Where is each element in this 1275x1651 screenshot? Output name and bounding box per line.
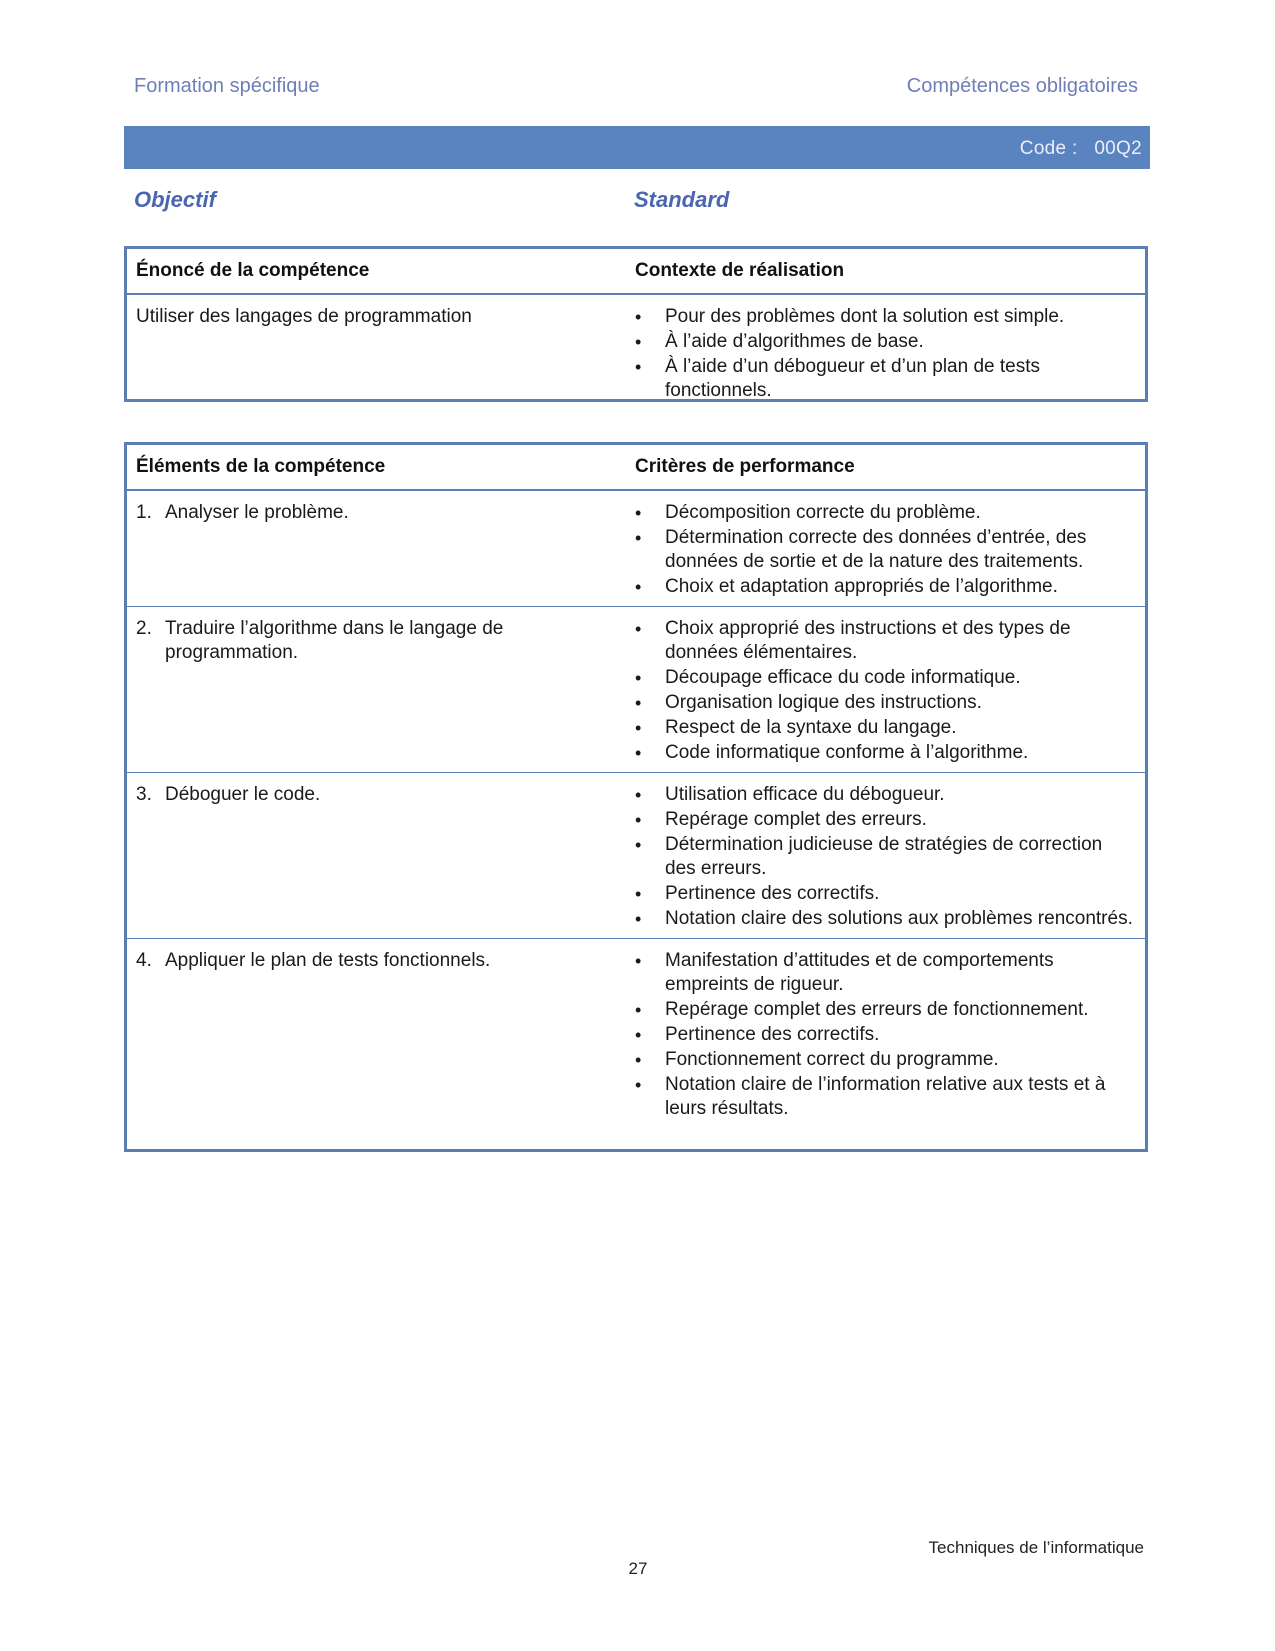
criteria-list: [635, 501, 1135, 599]
criterion: • Choix approprié des instructions et des types de données élémentaires.: [635, 617, 1135, 665]
element-row-4: [127, 938, 1145, 1128]
context-header: Contexte de réalisation: [635, 260, 845, 281]
element-text: Déboguer le code.: [165, 784, 321, 805]
criterion: • Respect de la syntaxe du langage.: [635, 716, 1135, 740]
element-item: [136, 783, 635, 807]
context-item: • Pour des problèmes dont la solution est simple.: [635, 305, 1135, 329]
criterion: • Détermination judicieuse de stratégies de correction des erreurs.: [635, 833, 1135, 881]
criterion: • Repérage complet des erreurs de fonctionnement.: [635, 998, 1135, 1022]
element-item: [136, 501, 635, 525]
element-number: 1.: [136, 502, 152, 523]
criterion: • Repérage complet des erreurs.: [635, 808, 1135, 832]
objective-label: Objectif: [134, 187, 216, 212]
criterion: • Manifestation d’attitudes et de comportements empreints de rigueur.: [635, 949, 1135, 997]
element-number: 4.: [136, 950, 152, 971]
context-item: • À l’aide d’algorithmes de base.: [635, 330, 1135, 354]
criterion: • Détermination correcte des données d’entrée, des données de sortie et de la nature des traitements.: [635, 526, 1135, 574]
element-item: [136, 617, 635, 665]
page-number: 27: [628, 1559, 648, 1578]
criterion: • Notation claire des solutions aux problèmes rencontrés.: [635, 907, 1135, 931]
criterion: • Choix et adaptation appropriés de l’algorithme.: [635, 575, 1135, 599]
element-number: 2.: [136, 618, 152, 639]
criterion: • Découpage efficace du code informatique.: [635, 666, 1135, 690]
criteria-list: [635, 783, 1135, 931]
criteria-list: [635, 617, 1135, 765]
criterion: • Notation claire de l’information relative aux tests et à leurs résultats.: [635, 1073, 1135, 1121]
element-row-3: [127, 772, 1145, 938]
competency-code: Code : 00Q2: [1019, 138, 1142, 159]
page-header: [134, 75, 1138, 97]
element-number: 3.: [136, 784, 152, 805]
criterion: • Utilisation efficace du débogueur.: [635, 783, 1135, 807]
element-text: Traduire l’algorithme dans le langage de programmation.: [165, 618, 504, 663]
competence-row: [127, 295, 1145, 410]
criterion: • Décomposition correcte du problème.: [635, 501, 1135, 525]
elements-table: [124, 442, 1148, 1152]
footer-program: Techniques de l’informatique: [928, 1538, 1144, 1557]
element-row-1: [127, 491, 1145, 606]
statement-header: Énoncé de la compétence: [136, 260, 370, 281]
criteria-list: [635, 949, 1135, 1121]
element-row-2: [127, 606, 1145, 772]
criterion: • Organisation logique des instructions.: [635, 691, 1135, 715]
standard-label: Standard: [634, 187, 730, 212]
criterion: • Code informatique conforme à l’algorithme.: [635, 741, 1135, 765]
context-item: • À l’aide d’un débogueur et d’un plan de tests fonctionnels.: [635, 355, 1135, 403]
context-list: [635, 305, 1135, 403]
code-band: [124, 126, 1150, 169]
criterion: • Pertinence des correctifs.: [635, 1023, 1135, 1047]
criterion: • Pertinence des correctifs.: [635, 882, 1135, 906]
competence-table-header: [127, 249, 1145, 295]
element-item: [136, 949, 635, 973]
header-left: Formation spécifique: [134, 74, 320, 97]
elements-table-header: [127, 445, 1145, 491]
competence-table: [124, 246, 1148, 402]
criterion: • Fonctionnement correct du programme.: [635, 1048, 1135, 1072]
element-text: Analyser le problème.: [165, 502, 349, 523]
objective-row: [134, 185, 1138, 213]
elements-header: Éléments de la compétence: [136, 456, 386, 477]
competence-statement: Utiliser des langages de programmation: [136, 306, 472, 327]
header-right: Compétences obligatoires: [906, 74, 1138, 97]
criteria-header: Critères de performance: [635, 456, 855, 477]
element-text: Appliquer le plan de tests fonctionnels.: [165, 950, 491, 971]
